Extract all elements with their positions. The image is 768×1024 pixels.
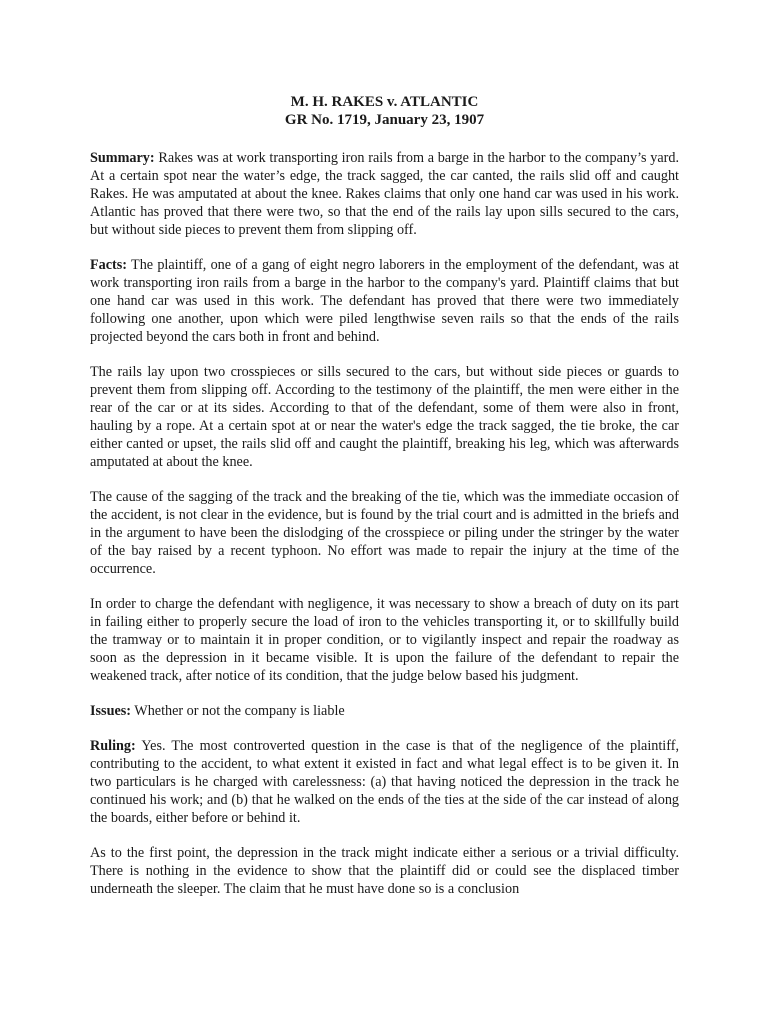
body-paragraph: In order to charge the defendant with negligence, it was necessary to show a breach of duty on its part in failing either to properly secure the load of iron to the vehicles transporting it, or to skillfully build the tramway or to maintain it in proper condition, or to vigilantly inspect and repair the roadway as soon as the depression in it became visible. It is upon the failure of the defendant to repair the weakened track, after notice of its condition, that the judge below based his judgment.: [90, 596, 679, 684]
summary-paragraph: [90, 149, 679, 239]
issues-paragraph: [90, 702, 679, 720]
facts-paragraph: [90, 256, 679, 346]
ruling-label: Ruling:: [90, 738, 136, 754]
facts-text: The plaintiff, one of a gang of eight negro laborers in the employment of the defendant, was at work transporting iron rails from a barge in the harbor to the company's yard. Plaintiff claims that but one hand car was used in this work. The defendant has proved that there were two immediately following one another, upon which were piled lengthwise seven rails so that the ends of the rails projected beyond the cars both in front and behind.: [90, 257, 679, 345]
document-page: [90, 93, 679, 915]
issues-label: Issues:: [90, 703, 131, 719]
case-citation: GR No. 1719, January 23, 1907: [284, 112, 485, 128]
body-paragraph: The cause of the sagging of the track and the breaking of the tie, which was the immediate occasion of the accident, is not clear in the evidence, but is found by the trial court and is admitted in the briefs and in the argument to have been the dislodging of the crosspiece or piling under the stringer by the water of the bay raised by a recent typhoon. No effort was made to repair the injury at the time of the occurrence.: [90, 489, 679, 577]
ruling-text: Yes. The most controverted question in the case is that of the negligence of the plaintiff, contributing to the accident, to what extent it existed in fact and what legal effect is to be given it. In two particulars is he charged with carelessness: (a) that having noticed the depression in the track he continued his work; and (b) that he walked on the ends of the ties at the side of the car instead of along the boards, either before or behind it.: [90, 738, 679, 826]
facts-label: Facts:: [90, 257, 128, 273]
title-block: [90, 93, 679, 129]
case-title: M. H. RAKES v. ATLANTIC: [290, 94, 479, 110]
summary-text: Rakes was at work transporting iron rails from a barge in the harbor to the company’s yard. At a certain spot near the water’s edge, the track sagged, the car canted, the rails slid off and caught Rakes. He was amputated at about the knee. Rakes claims that only one hand car was used in his work. Atlantic has proved that there were two, so that the end of the rails lay upon sills secured to the cars, but without side pieces to prevent them from slipping off.: [90, 150, 680, 238]
summary-label: Summary:: [90, 150, 155, 166]
ruling-paragraph: [90, 737, 679, 827]
issues-text: Whether or not the company is liable: [134, 703, 345, 719]
body-paragraph: The rails lay upon two crosspieces or sills secured to the cars, but without side pieces or guards to prevent them from slipping off. According to the testimony of the plaintiff, the men were either in the rear of the car or at its sides. According to that of the defendant, some of them were also in front, hauling by a rope. At a certain spot at or near the water's edge the track sagged, the tie broke, the car either canted or upset, the rails slid off and caught the plaintiff, breaking his leg, which was afterwards amputated at about the knee.: [90, 364, 679, 470]
body-paragraph: As to the first point, the depression in the track might indicate either a serious or a trivial difficulty. There is nothing in the evidence to show that the plaintiff did or could see the displaced timber underneath the sleeper. The claim that he must have done so is a conclusion: [90, 845, 679, 897]
